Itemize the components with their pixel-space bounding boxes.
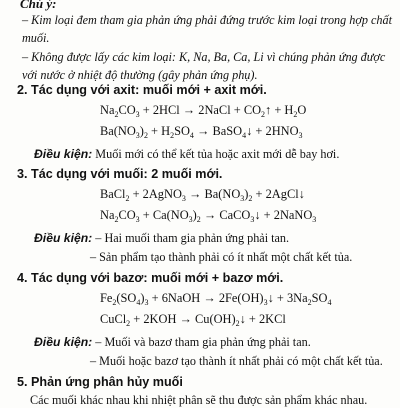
- condition-text: – Muối và bazơ tham gia phản ứng phải tan.: [95, 335, 311, 349]
- condition-label: Điều kiện:: [34, 147, 93, 161]
- note-item: – Không được lấy các kim loại: K, Na, Ba, Ca, Li vì chúng phản ứng được với nước ở nhiệt độ thường (gây phản ứng phụ).: [22, 50, 386, 82]
- section-5-heading: 5. Phản ứng phân hủy muối: [17, 375, 183, 389]
- section-5-text: Các muối khác nhau khi nhiệt phân sẽ thu được sản phẩm khác nhau.: [30, 393, 368, 407]
- note-title: Chú ý:: [20, 0, 57, 11]
- condition-text: – Hai muối tham gia phản ứng phải tan.: [95, 231, 290, 245]
- section-2-heading: 2. Tác dụng với axit: muối mới + axit mới.: [17, 83, 267, 97]
- equation: $Na_2CO_3 + Ca(NO_3)_2$ → CaCO$_3$↓ + 2NaNO$_3$: [100, 208, 317, 224]
- equation: $Na_2CO_3 + 2HCl$ → 2NaCl + $CO_2↑ + H_2O$: [100, 103, 307, 119]
- equation: BaCl$_2$ + 2AgNO$_3$ → $Ba(NO_3)_2$ + 2AgCl↓: [100, 187, 305, 203]
- note-item: – Kim loại đem tham gia phản ứng phải đứng trước kim loại trong hợp chất muối.: [22, 13, 393, 45]
- equation: CuCl$_2$ + $2KOH \to Cu(OH)_2↓ + 2KCl$: [100, 312, 286, 328]
- section-3-heading: 3. Tác dụng với muối: 2 muối mới.: [17, 167, 223, 181]
- condition: [34, 145, 394, 163]
- condition-text: – Muối hoặc bazơ tạo thành ít nhất phải có một chất kết tủa.: [90, 354, 383, 368]
- condition-label: Điều kiện:: [34, 231, 93, 245]
- condition-label: Điều kiện:: [34, 335, 93, 349]
- condition: [34, 333, 394, 351]
- equation: $Fe_2(SO_4)_3$ + 6NaOH → $2Fe(OH)_3↓ + 3Na_2SO_4$: [100, 291, 332, 307]
- condition-text: – Sản phẩm tạo thành phải có ít nhất một chất kết tủa.: [90, 250, 353, 264]
- condition: [34, 229, 394, 247]
- equation: $Ba(NO_3)_2 + H_2SO_4$ → BaSO$_4$↓ + $2HNO_3$: [100, 124, 303, 140]
- section-4-heading: 4. Tác dụng với bazơ: muối mới + bazơ mới.: [17, 271, 284, 285]
- condition-text: Muối mới có thể kết tủa hoặc axit mới dễ bay hơi.: [95, 147, 340, 161]
